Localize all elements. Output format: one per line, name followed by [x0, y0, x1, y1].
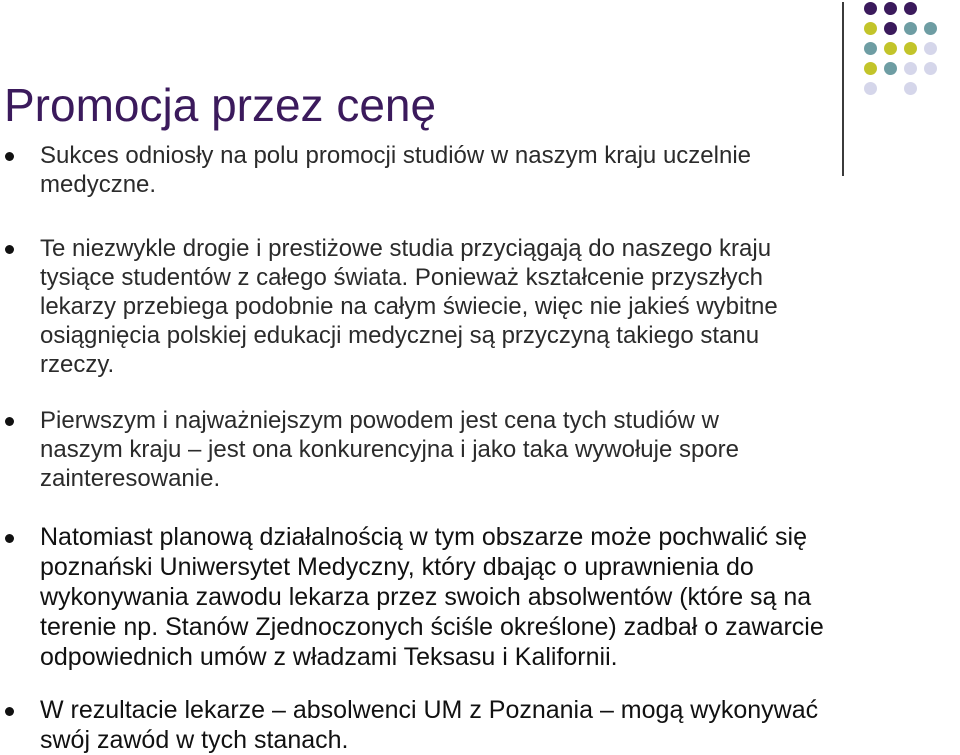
bullet-line: poznański Uniwersytet Medyczny, który dbając o uprawnienia do [40, 553, 754, 581]
bullet-line: Sukces odniosły na polu promocji studiów w naszym kraju uczelnie [40, 142, 751, 169]
bullet-line: naszym kraju – jest ona konkurencyjna i jako taka wywołuje spore [40, 436, 740, 463]
bullet-line: osiągnięcia polskiej edukacji medycznej są przyczyną takiego stanu [40, 322, 760, 349]
bullet-line: Te niezwykle drogie i prestiżowe studia przyciągają do naszego kraju [40, 235, 772, 262]
bullet-text [40, 695, 906, 755]
bullet-line: tysiące studentów z całego świata. Ponieważ kształcenie przyszłych [40, 264, 763, 291]
bullet-marker [5, 417, 14, 426]
bullet-text [40, 522, 906, 672]
bullet-line: Natomiast planową działalnością w tym obszarze może pochwalić się [40, 523, 808, 551]
bullet-text [40, 406, 906, 493]
bullet-text [40, 141, 906, 199]
bullet-marker [5, 152, 14, 161]
bullet-marker [5, 707, 14, 716]
bullet-line: terenie np. Stanów Zjednoczonych ściśle określone) zadbał o zawarcie [40, 613, 824, 641]
bullet-marker [5, 534, 14, 543]
slide-title: Promocja przez cenę [4, 79, 437, 131]
bullet-line: swój zawód w tych stanach. [40, 726, 349, 754]
bullet-marker [5, 245, 14, 254]
bullet-line: Pierwszym i najważniejszym powodem jest cena tych studiów w [40, 407, 719, 434]
bullet-line: lekarzy przebiega podobnie na całym świecie, więc nie jakieś wybitne [40, 293, 778, 320]
bullet-line: medyczne. [40, 171, 157, 198]
bullet-text [40, 234, 906, 379]
bullet-line: W rezultacie lekarze – absolwenci UM z Poznania – mogą wykonywać [40, 696, 819, 724]
bullet-line: odpowiednich umów z władzami Teksasu i Kalifornii. [40, 643, 618, 671]
bullet-line: wykonywania zawodu lekarza przez swoich absolwentów (które są na [40, 583, 812, 611]
bullet-line: rzeczy. [40, 351, 115, 378]
bullet-line: zainteresowanie. [40, 465, 221, 492]
